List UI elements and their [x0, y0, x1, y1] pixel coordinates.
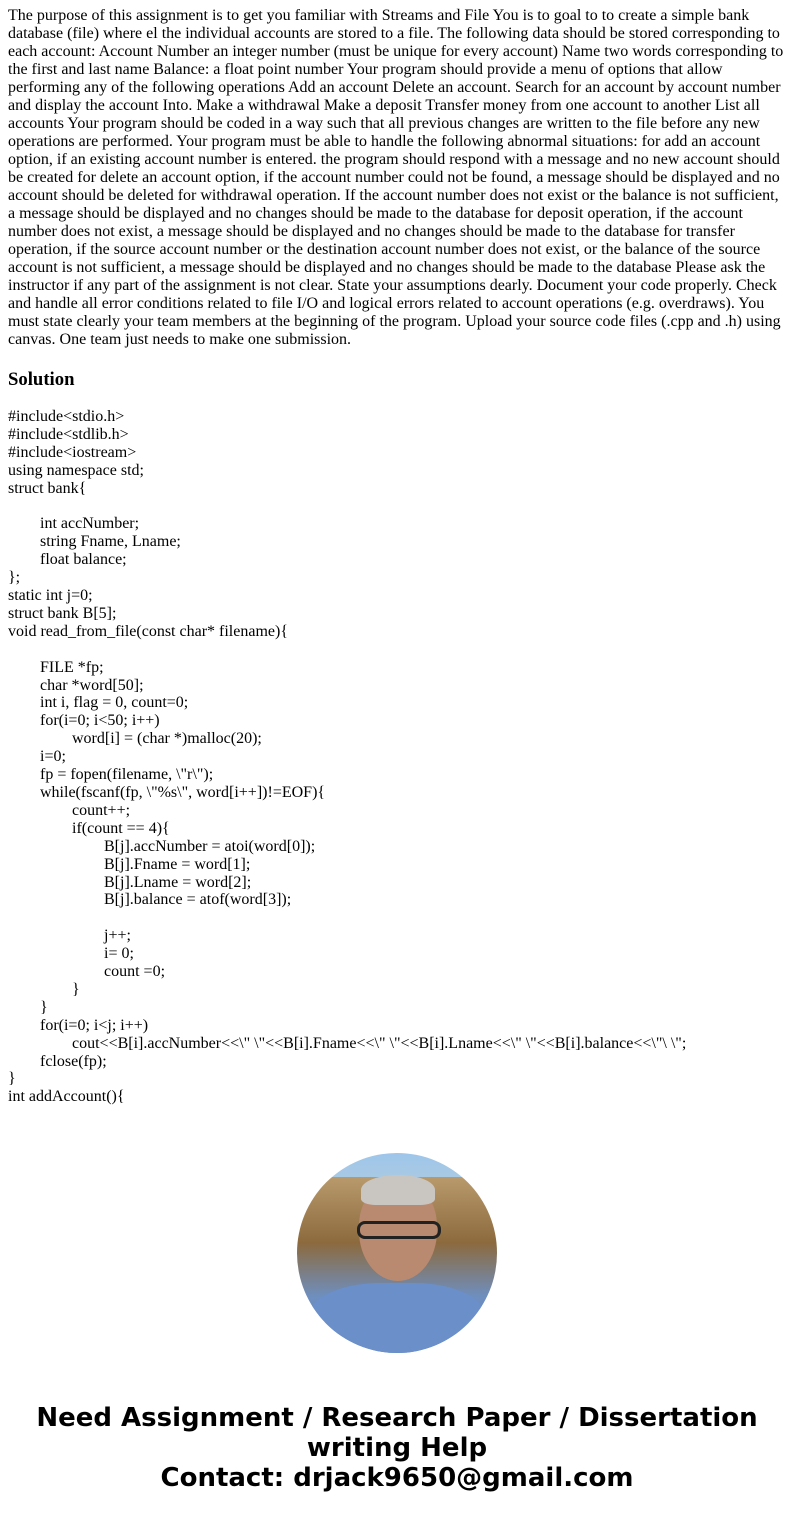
- code-line: };: [8, 569, 21, 587]
- code-line: B[j].Fname = word[1];: [8, 855, 251, 873]
- code-line: #include<iostream>: [8, 443, 137, 461]
- banner-line-2: writing Help: [306, 1433, 488, 1463]
- code-line: string Fname, Lname;: [8, 533, 181, 551]
- code-line: int i, flag = 0, count=0;: [8, 694, 189, 712]
- code-line: char *word[50];: [8, 676, 144, 694]
- banner-line-1: Need Assignment / Research Paper / Dissertation: [36, 1403, 758, 1433]
- code-line: }: [8, 998, 48, 1016]
- code-line: count =0;: [8, 963, 166, 981]
- code-line: i= 0;: [8, 945, 134, 963]
- code-line: fp = fopen(filename, \"r\");: [8, 766, 214, 784]
- code-line: }: [8, 1070, 16, 1088]
- code-line: for(i=0; i<50; i++): [8, 712, 160, 730]
- code-line: #include<stdio.h>: [8, 408, 125, 425]
- code-line: }: [8, 980, 80, 998]
- code-line: struct bank{: [8, 479, 87, 497]
- code-line: [8, 909, 686, 927]
- code-line: word[i] = (char *)malloc(20);: [8, 730, 262, 748]
- solution-code: [8, 408, 686, 1106]
- code-line: B[j].balance = atof(word[3]);: [8, 891, 292, 909]
- code-line: for(i=0; i<j; i++): [8, 1016, 149, 1034]
- code-line: [8, 498, 686, 516]
- code-line: cout<<B[i].accNumber<<\" \"<<B[i].Fname<<\" \"<<B[i].Lname<<\" \"<<B[i].balance<<\"\ \";: [8, 1034, 687, 1052]
- code-line: int accNumber;: [8, 515, 140, 533]
- code-line: FILE *fp;: [8, 658, 104, 676]
- solution-heading: Solution: [8, 369, 75, 390]
- code-line: B[j].Lname = word[2];: [8, 873, 252, 891]
- code-line: #include<stdlib.h>: [8, 425, 129, 443]
- question-text: The purpose of this assignment is to get you familiar with Streams and File You is to goal to to create a simple bank database (file) where el the individual accounts are stored to a file. The following data should be stored corresponding to each account: Account Number an integer number (must be unique for every account) Name two words corresponding to the first and last name Balance: a float point number Your program should provide a menu of options that allow performing any of the following operations Add an account Delete an account. Search for an account by account number and display the account Into. Make a withdrawal Make a deposit Transfer money from one account to another List all accounts Your program should be coded in a way such that all previous changes are written to the file before any new operations are performed. Your program must be able to handle the following abnormal situations: for add an account option, if an existing account number is entered. the program should respond with a message and no new account should be created for delete an account option, if the account number could not be found, a message should be displayed and no account should be deleted for withdrawal operation. If the account number does not exist or the balance is not sufficient, a message should be displayed and no changes should be made to the database for deposit operation, if the account number does not exist, a message should be displayed and no changes should be made to the database for transfer operation, if the source account number or the destination account number does not exist, or the balance of the source account is not sufficient, a message should be displayed and no changes should be made to the database Please ask the instructor if any part of the assignment is not clear. State your assumptions dearly. Document your code properly. Check and handle all error conditions related to file I/O and logical errors related to account operations (e.g. overdraws). You must state clearly your team members at the beginning of the program. Upload your source code files (.cpp and .h) using canvas. One team just needs to make one submission.: [8, 7, 784, 348]
- code-line: B[j].accNumber = atoi(word[0]);: [8, 837, 316, 855]
- code-line: fclose(fp);: [8, 1052, 107, 1070]
- code-line: i=0;: [8, 748, 66, 766]
- code-line: [8, 641, 686, 659]
- photo-hair: [361, 1175, 435, 1205]
- code-line: if(count == 4){: [8, 819, 170, 837]
- code-line: struct bank B[5];: [8, 604, 117, 622]
- photo-shirt: [307, 1283, 487, 1353]
- code-line: while(fscanf(fp, \"%s\", word[i++])!=EOF){: [8, 784, 326, 801]
- code-line: using namespace std;: [8, 461, 144, 479]
- code-line: float balance;: [8, 551, 127, 569]
- code-line: j++;: [8, 927, 131, 945]
- contact-banner: [0, 1403, 794, 1493]
- code-line: count++;: [8, 801, 131, 819]
- code-line: void read_from_file(const char* filename){: [8, 622, 289, 640]
- code-line: int addAccount(){: [8, 1088, 125, 1106]
- photo-glasses: [357, 1221, 441, 1239]
- banner-line-3: Contact: drjack9650@gmail.com: [160, 1463, 634, 1493]
- code-line: static int j=0;: [8, 587, 93, 605]
- author-photo: [297, 1153, 497, 1353]
